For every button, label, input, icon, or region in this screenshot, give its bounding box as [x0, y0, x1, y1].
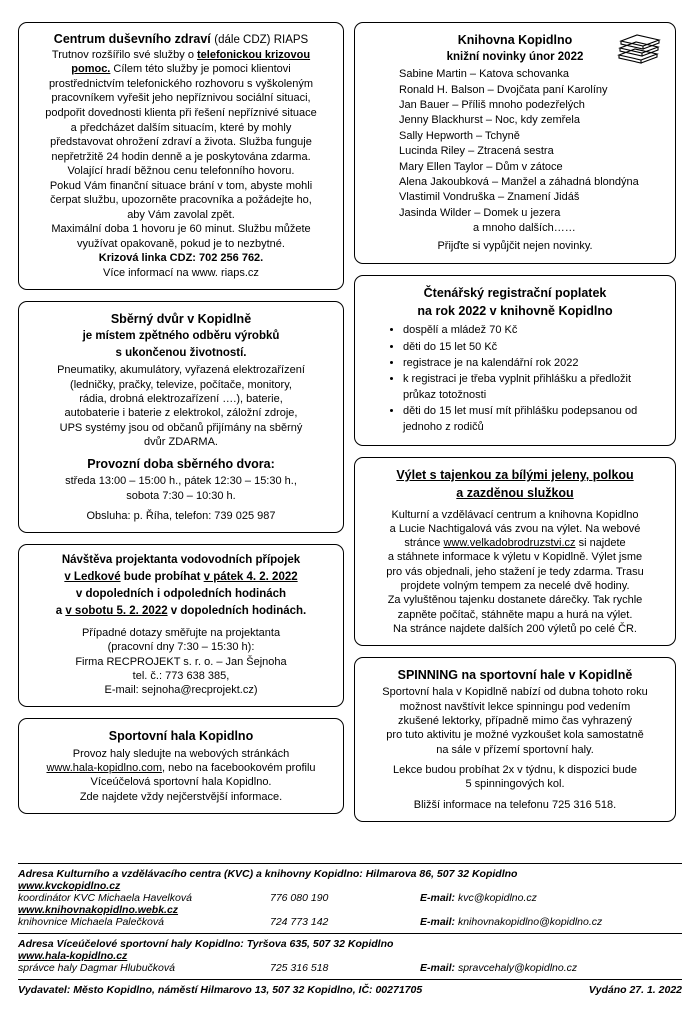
cdz-line-8: nepřetržitě 24 hodin denně a je poskytována zdarma.: [51, 150, 311, 163]
books-icon: [617, 32, 663, 70]
library-url[interactable]: www.knihovnakopidlno.webk.cz: [18, 904, 179, 916]
collection-yard-subtitle-1: je místem zpětného odběru výrobků: [82, 330, 280, 343]
trip-line-2: a Lucie Nachtigalová vás zvou na výlet. Na webové: [389, 522, 641, 535]
collection-yard-body-2: (ledničky, pračky, televize, počítače, monitory,: [70, 378, 292, 391]
spinning-line-5: na sále v přízemí sportovní haly.: [436, 743, 594, 756]
cdz-line-10: Pokud Vám finanční situace brání v tom, abyste mohli: [49, 179, 313, 192]
spinning-line-2: možnost navštívit lekce spinningu pod vedením: [399, 700, 631, 713]
list-item: Mary Ellen Taylor – Dům v zátoce: [399, 160, 563, 173]
spinning-line-8: Bližší informace na telefonu 725 316 518.: [413, 798, 617, 811]
hall-url[interactable]: www.hala-kopidlno.cz: [18, 950, 128, 962]
collection-yard-hours-title: Provozní doba sběrného dvora:: [87, 457, 275, 472]
library-contact-row: [18, 916, 682, 928]
kvc-contact-row: [18, 892, 682, 904]
cdz-line-9: Volající hradí běžnou cenu telefonního hovoru.: [67, 165, 295, 178]
hall-phone: 725 316 518: [270, 962, 329, 974]
collection-yard-hours-2: sobota 7:30 – 10:30 h.: [126, 489, 236, 502]
trip-line-8: zapněte počítač, stáhněte mapu a hurá na výlet.: [397, 608, 633, 621]
list-item: • k registraci je třeba vyplnit přihlášku a předložit průkaz totožnosti: [403, 372, 665, 403]
sports-hall-title: Sportovní hala Kopidlno: [108, 729, 254, 744]
trip-line-5: pro vás objednali, jeho stažení je tedy zdarma. Trasu: [386, 565, 644, 578]
cdz-more-info: Více informací na www. riaps.cz: [103, 266, 259, 279]
trip-box: [354, 457, 676, 646]
left-column: [18, 22, 344, 822]
divider: [18, 979, 682, 980]
collection-yard-body-1: Pneumatiky, akumulátory, vyřazená elektrozařízení: [57, 364, 305, 377]
cdz-title: Centrum duševního zdraví (dále CDZ) RIAPS: [53, 32, 309, 46]
hall-contact-row: [18, 962, 682, 974]
water-connection-box: [18, 544, 344, 707]
water-connection-line-1: Návštěva projektanta vodovodních přípojek: [61, 554, 301, 567]
hall-email: E-mail: spravcehaly@kopidlno.cz: [420, 962, 578, 974]
book-list: [365, 67, 665, 236]
kvc-address: Adresa Kulturního a vzdělávacího centra (KVC) a knihovny Kopidlno: Hilmarova 86, 507 32 Kopidlno: [18, 868, 518, 880]
trip-url[interactable]: www.velkadobrodruzstvi.cz: [443, 537, 576, 550]
list-item: Jan Bauer – Příliš mnoho podezřelých: [399, 98, 585, 111]
cdz-line-2: pomoc. Cílem této služby je pomoci klientovi: [71, 63, 291, 76]
cdz-line-4: pracovníkem vyřešit jeho nepříznivou sociální situaci,: [51, 92, 311, 105]
library-header: [365, 32, 665, 65]
cdz-hotline: Krizová linka CDZ: 702 256 762.: [98, 252, 264, 265]
trip-line-3: stránce www.velkadobrodruzstvi.cz si najdete: [404, 537, 626, 550]
registration-fee-box: [354, 275, 676, 446]
collection-yard-box: [18, 301, 344, 533]
publisher: Vydavatel: Město Kopidlno, náměstí Hilmarovo 13, 507 32 Kopidlno, IČ: 00271705: [18, 984, 423, 996]
list-item: Sabine Martin – Katova schovanka: [399, 68, 569, 81]
list-item: Alena Jakoubková – Manžel a záhadná blondýna: [399, 175, 639, 188]
water-connection-body-3: Firma RECPROJEKT s. r. o. – Jan Šejnoha: [75, 655, 287, 668]
sports-hall-line-4: Zde najdete vždy nejčerstvější informace.: [79, 790, 283, 803]
list-item: Lucinda Riley – Ztracená sestra: [399, 145, 554, 158]
trip-line-9: Na stránce najdete dalších 200 výletů po celé ČR.: [393, 622, 637, 635]
list-item: • registrace je na kalendářní rok 2022: [403, 356, 665, 371]
collection-yard-subtitle-2: s ukončenou životností.: [115, 347, 247, 360]
collection-yard-title: Sběrný dvůr v Kopidlně: [110, 312, 252, 327]
library-title-1: Knihovna Kopidlno: [457, 33, 573, 47]
trip-title-2: a zazděnou služkou: [456, 486, 574, 501]
list-item-more: a mnoho dalších……: [473, 222, 576, 235]
spinning-line-4: pro tuto aktivitu je možné vyzkoušet kola samostatně: [386, 729, 644, 742]
collection-yard-body-3: rádia, drobná elektrozařízení ….), baterie,: [79, 392, 283, 405]
water-connection-body-5: E-mail: sejnoha@recprojekt.cz): [104, 684, 258, 697]
publisher-row: [18, 984, 682, 996]
cdz-line-7: představovat ohrožení zdraví a života. Služba funguje: [50, 136, 312, 149]
water-connection-line-4: a v sobotu 5. 2. 2022 v dopoledních hodinách.: [55, 605, 307, 618]
library-footer: Přijďte si vypůjčit nejen novinky.: [437, 240, 593, 253]
hall-role: správce haly Dagmar Hlubučková: [18, 962, 175, 974]
spinning-line-7: 5 spinningových kol.: [465, 778, 565, 791]
cdz-body: [29, 48, 333, 280]
cdz-line-14: využívat opakovaně, pokud je to nezbytné.: [77, 237, 285, 250]
sports-hall-box: [18, 718, 344, 813]
library-phone: 724 773 142: [270, 916, 329, 928]
kvc-phone: 776 080 190: [270, 892, 329, 904]
list-item: • dospělí a mládež 70 Kč: [403, 323, 665, 338]
sports-hall-url[interactable]: www.hala-kopidlno.com: [46, 762, 163, 775]
water-connection-body-1: Případné dotazy směřujte na projektanta: [81, 626, 281, 639]
spinning-line-6: Lekce budou probíhat 2x v týdnu, k dispozici bude: [393, 763, 637, 776]
kvc-email: E-mail: kvc@kopidlno.cz: [420, 892, 537, 904]
water-connection-body-4: tel. č.: 773 638 385,: [132, 669, 230, 682]
sports-hall-line-2: www.hala-kopidlno.com, nebo na facebookovém profilu: [46, 762, 316, 775]
list-item: Jasinda Wilder – Domek u jezera: [399, 206, 561, 219]
cdz-line-6: a předcházet dalším situacím, které by mohly: [70, 121, 292, 134]
collection-yard-hours-1: středa 13:00 – 15:00 h., pátek 12:30 – 15:30 h.,: [65, 475, 297, 488]
registration-fee-title-2: na rok 2022 v knihovně Kopidlno: [417, 304, 613, 319]
spinning-title: SPINNING na sportovní hale v Kopidlně: [397, 668, 633, 683]
library-role: knihovnice Michaela Palečková: [18, 916, 164, 928]
spinning-box: [354, 657, 676, 822]
cdz-line-1: Trutnov rozšířilo své služby o telefonickou krizovou: [51, 48, 311, 61]
list-item: Vlastimil Vondruška – Znamení Jidáš: [399, 191, 580, 204]
cdz-line-12: aby Vám zavolal zpět.: [127, 208, 235, 221]
library-title-2: knižní novinky únor 2022: [446, 51, 584, 64]
collection-yard-body-4: autobaterie i baterie z elektrokol, záložní zdroje,: [64, 407, 298, 420]
issue-date: Vydáno 27. 1. 2022: [588, 984, 682, 996]
cdz-box: [18, 22, 344, 290]
cdz-line-5: podpořit dovednosti klienta při řešení nepříznivé situace: [45, 107, 317, 119]
trip-line-4: a stáhnete informace k výletu v Kopidlně. Výlet jsme: [387, 551, 643, 564]
collection-yard-body-6: dvůr ZDARMA.: [144, 435, 218, 448]
divider: [18, 933, 682, 934]
spinning-line-1: Sportovní hala v Kopidlně nabízí od dubna tohoto roku: [382, 686, 648, 699]
trip-title-1: Výlet s tajenkou za bílými jeleny, polkou: [396, 468, 634, 483]
right-column: [354, 22, 676, 822]
library-email: E-mail: knihovnakopidlno@kopidlno.cz: [420, 916, 603, 928]
trip-line-6: projdete volným tempem za necelé dvě hodiny.: [400, 580, 630, 592]
water-connection-line-3: v dopoledních i odpoledních hodinách: [75, 588, 287, 601]
list-item: Jenny Blackhurst – Noc, kdy zemřela: [399, 114, 580, 127]
divider: [18, 863, 682, 864]
library-news-box: [354, 22, 676, 264]
registration-fee-title-1: Čtenářský registrační poplatek: [423, 285, 607, 300]
spinning-line-3: zkušené lektorky, případně mimo čas vyhrazený: [398, 715, 632, 728]
list-item: • děti do 15 let musí mít přihlášku podepsanou od jednoho z rodičů: [403, 404, 665, 435]
list-item: Sally Hepworth – Tchyně: [399, 129, 520, 142]
collection-yard-body-5: UPS systémy jsou od občanů přijímány na sběrný: [59, 421, 303, 434]
list-item: Ronald H. Balson – Dvojčata paní Karolíny: [399, 83, 608, 96]
collection-yard-staff: Obsluha: p. Říha, telefon: 739 025 987: [86, 509, 276, 522]
kvc-role: koordinátor KVC Michaela Havelková: [18, 892, 192, 904]
sports-hall-line-1: Provoz haly sledujte na webových stránkách: [72, 747, 290, 760]
list-item: • děti do 15 let 50 Kč: [403, 340, 665, 355]
registration-fee-list: [365, 323, 665, 435]
water-connection-line-2: v Ledkové bude probíhat v pátek 4. 2. 2022: [64, 571, 298, 584]
cdz-line-13: Maximální doba 1 hovoru je 60 minut. Službu můžete: [51, 223, 311, 236]
sports-hall-line-3: Víceúčelová sportovní hala Kopidlno.: [90, 776, 272, 789]
page-footer: [18, 858, 682, 996]
trip-line-1: Kulturní a vzdělávací centrum a knihovna Kopidlno: [391, 508, 639, 521]
cdz-line-3: prostřednictvím telefonického rozhovoru s vyškoleným: [48, 77, 314, 90]
kvc-url[interactable]: www.kvckopidlno.cz: [18, 880, 121, 892]
water-connection-body-2: (pracovní dny 7:30 – 15:30 h):: [107, 641, 255, 654]
hall-address: Adresa Víceúčelové sportovní haly Kopidlno: Tyršova 635, 507 32 Kopidlno: [18, 938, 394, 950]
cdz-line-11: čerpat službu, upozorněte pracovníka a požádejte ho,: [50, 194, 312, 207]
trip-line-7: Za vyluštěnou tajenku dostanete dárečky. Tak rychle: [387, 594, 643, 607]
